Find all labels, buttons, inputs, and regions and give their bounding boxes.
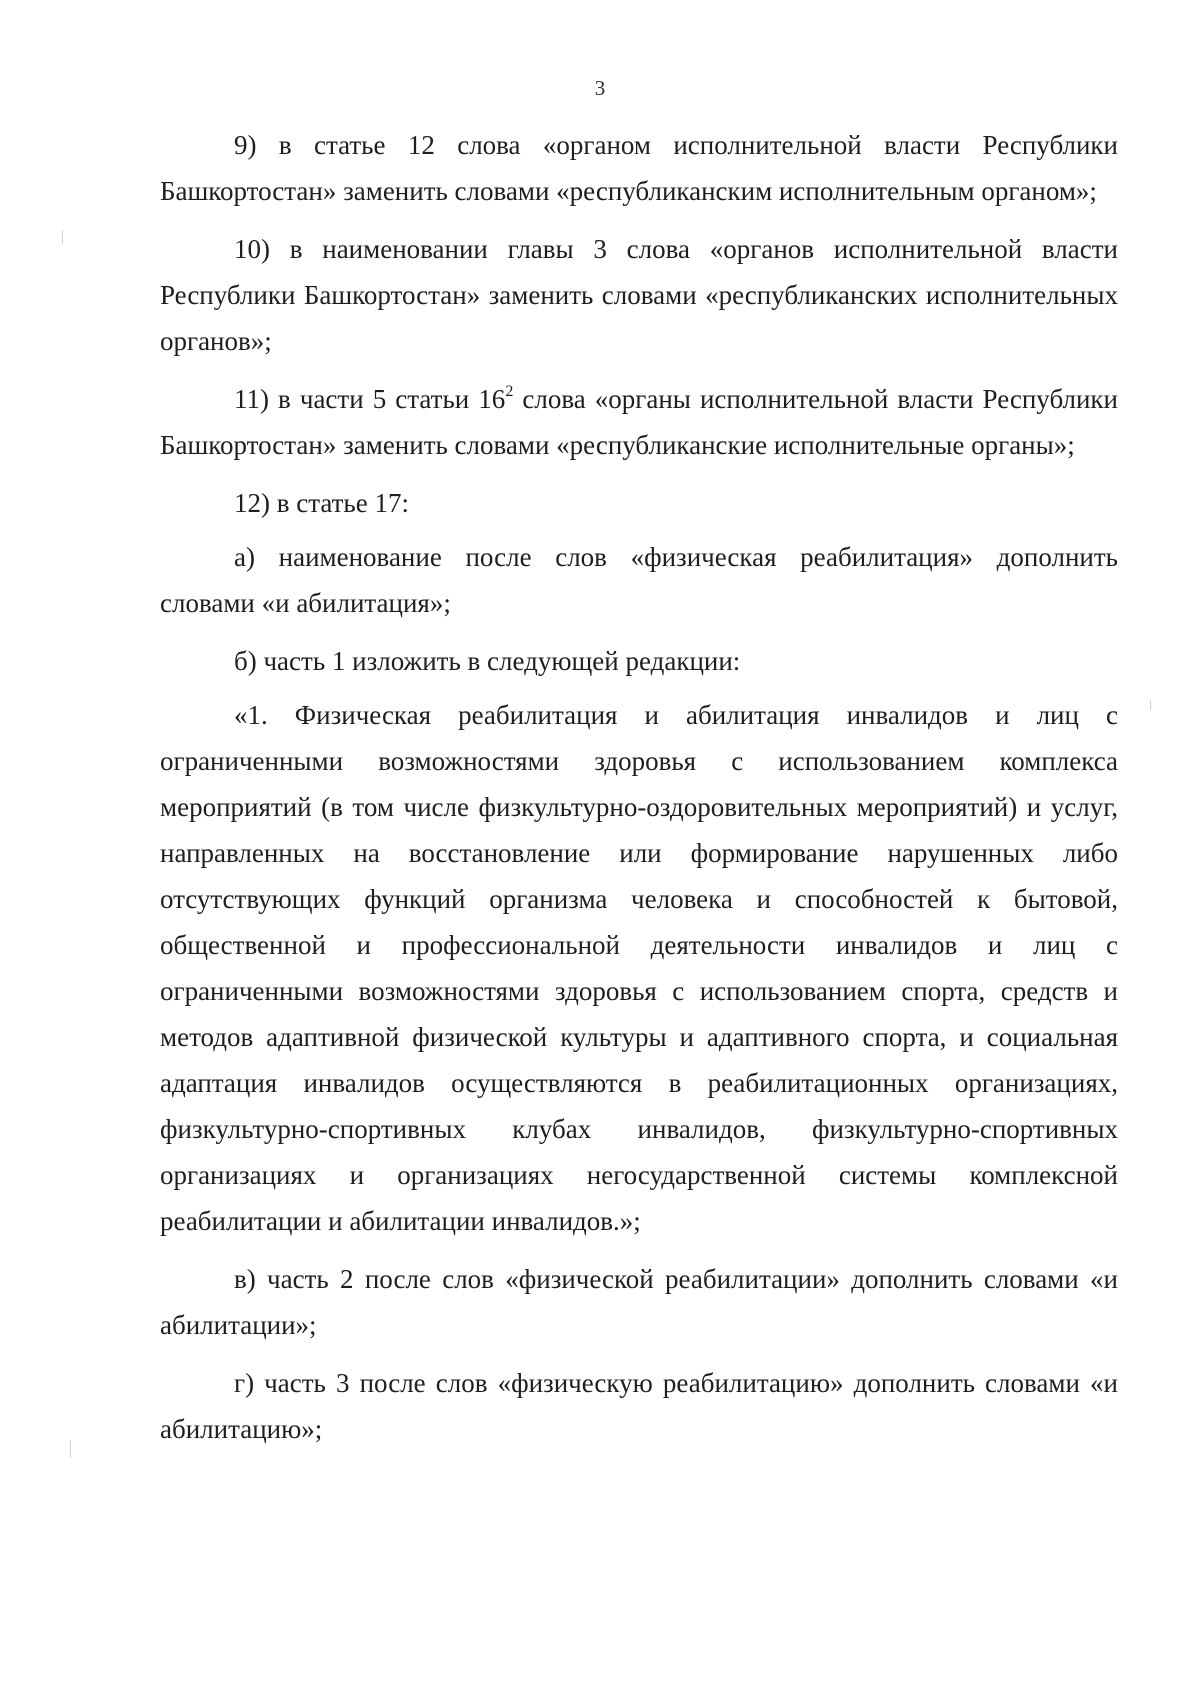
- paragraph-item-11-text-end: слова «органы исполнительной власти Республики Башкортостан» заменить словами «республиканские исполнительные органы»;: [160, 384, 1118, 460]
- paragraph-item-11: [160, 376, 1118, 468]
- paragraph-subitem-g: г) часть 3 после слов «физическую реабилитацию» дополнить словами «и абилитацию»;: [160, 1368, 1118, 1444]
- scan-artifact-left-lower: [70, 1440, 71, 1458]
- superscript-article-index: 2: [505, 383, 514, 400]
- paragraph-item-11-text-start: 11) в части 5 статьи 16: [234, 384, 506, 414]
- quoted-new-wording: «1. Физическая реабилитация и абилитация инвалидов и лиц с ограниченными возможностями здоровья с использованием комплекса мероприятий (в том числе физкультурно-оздоровительных мероприятий) и услуг, направленных на восстановление или формирование нарушенных либо отсутствующих функций организма человека и способностей к бытовой, общественной и профессиональной деятельности инвалидов и лиц с ограниченными возможностями здоровья с использованием спорта, средств и методов адаптивной физической культуры и адаптивного спорта, и социальная адаптация инвалидов осуществляются в реабилитационных организациях, физкультурно-спортивных клубах инвалидов, физкультурно-спортивных организациях и организациях негосударственной системы комплексной реабилитации и абилитации инвалидов.»;: [160, 700, 1118, 1236]
- document-body: [160, 122, 1118, 1464]
- paragraph-subitem-a: а) наименование после слов «физическая реабилитация» дополнить словами «и абилитация»;: [160, 542, 1118, 618]
- paragraph-item-9: 9) в статье 12 слова «органом исполнительной власти Республики Башкортостан» заменить словами «республиканским исполнительным органом»;: [160, 130, 1118, 206]
- paragraph-item-10: 10) в наименовании главы 3 слова «органов исполнительной власти Республики Башкортостан» заменить словами «республиканских исполнительных органов»;: [160, 234, 1118, 356]
- paragraph-subitem-v: в) часть 2 после слов «физической реабилитации» дополнить словами «и абилитации»;: [160, 1264, 1118, 1340]
- page-number: 3: [594, 76, 606, 100]
- scan-artifact-right: [1150, 700, 1151, 710]
- paragraph-subitem-b: б) часть 1 изложить в следующей редакции:: [234, 646, 741, 676]
- paragraph-item-12: 12) в статье 17:: [234, 488, 409, 518]
- scan-artifact-left: [62, 230, 63, 244]
